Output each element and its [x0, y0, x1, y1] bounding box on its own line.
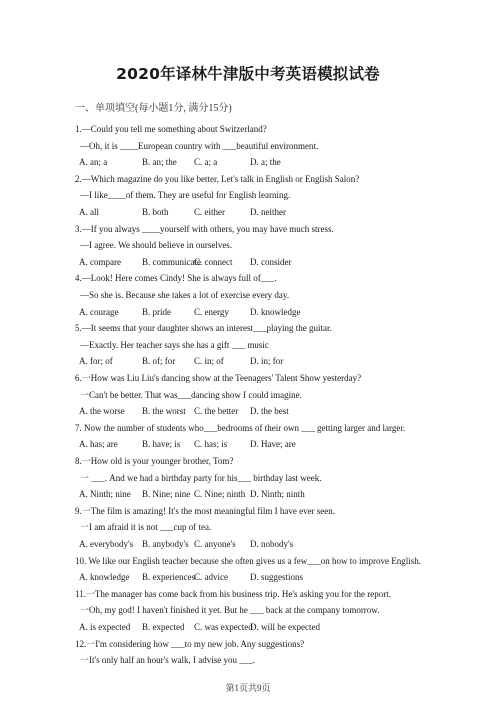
answer-option: A. all	[79, 207, 99, 217]
dialogue-line: —Exactly. Her teacher says she has a gift ___ music	[80, 339, 269, 350]
question-stem: 7. Now the number of students who___bedrooms of their own ___ getting larger and larger.	[75, 422, 406, 433]
answer-option: A. for; of	[79, 356, 113, 367]
question-stem: 2.—Which magazine do you like better, Let's talk in English or English Salon?	[75, 173, 360, 184]
answer-option: A. knowledge	[79, 572, 130, 583]
question-stem: 8.一How old is your younger brother, Tom?	[75, 456, 234, 466]
question-stem: 3.—If you always ____yourself with others, you may have much stress.	[75, 223, 334, 234]
answer-option: C. in; of	[194, 356, 224, 367]
dialogue-line: —I like____of them. They are useful for English learning.	[80, 190, 291, 201]
answer-option: D. consider	[250, 256, 292, 267]
question-stem: 1.—Could you tell me something about Switzerland?	[75, 124, 267, 134]
answer-option: C. the better	[194, 406, 239, 417]
question-stem: 11.一The manager has come back from his business trip. He's asking you for the report.	[75, 588, 391, 599]
answer-option: B. the worst	[142, 406, 186, 417]
dialogue-line: 一Can't be better. That was___dancing show I could imagine.	[80, 389, 302, 400]
answer-option: C. either	[194, 207, 225, 217]
question-stem: 9.一The film is amazing! It's the most meaningful film I have ever seen.	[75, 505, 336, 516]
answer-option: D. the best	[250, 406, 289, 417]
answer-option: B. Nine; nine	[142, 489, 191, 500]
answer-option: B. have; is	[142, 439, 181, 450]
document-title: 2020年译林牛津版中考英语模拟试卷	[116, 65, 380, 83]
answer-option: D. suggestions	[250, 572, 304, 583]
answer-option: D. Have; are	[250, 439, 296, 450]
question-stem: 6.一How was Liu Liu's dancing show at the Teenagers' Talent Show yesterday?	[75, 373, 362, 383]
answer-option: A. the worse	[79, 406, 125, 417]
question-stem: 12.一I'm considering how ___to my new job. Any suggestions?	[75, 638, 305, 649]
section-heading: 一、单项填空(每小题1分, 满分15分)	[75, 103, 232, 114]
question-stem: 5.—It seems that your daughter shows an interest___playing the guitar.	[75, 323, 332, 334]
answer-option: B. of; for	[142, 356, 176, 367]
dialogue-line: —I agree. We should believe in ourselves.	[80, 240, 233, 251]
answer-option: D. Ninth; ninth	[250, 489, 305, 500]
answer-option: D. neither	[250, 207, 286, 217]
answer-option: D. a; the	[250, 157, 281, 168]
answer-option: A. Ninth; nine	[79, 489, 131, 500]
answer-option: B. experiences	[142, 572, 195, 583]
answer-option: B. an; the	[142, 157, 177, 168]
answer-option: D. will be expected	[250, 622, 320, 632]
dialogue-line: —Oh, it is ____European country with ___beautiful environment.	[80, 140, 319, 151]
answer-option: B. both	[142, 207, 169, 217]
answer-option: C. has; is	[194, 439, 228, 450]
answer-option: B. expected	[142, 622, 185, 632]
answer-option: A. everybody's	[79, 539, 134, 549]
answer-option: A. courage	[79, 306, 119, 317]
answer-option: B. anybody's	[142, 539, 189, 549]
answer-option: A. compare	[79, 256, 121, 267]
dialogue-line: 一I am afraid it is not ___cup of tea.	[80, 522, 212, 533]
answer-option: B. communicate	[142, 256, 201, 267]
answer-option: A. is expected	[79, 622, 131, 632]
question-stem: 4.—Look! Here comes Cindy! She is always full of___.	[75, 273, 277, 284]
dialogue-line: 一Oh, my god! I haven't finished it yet. But he ___ back at the company tomorrow.	[80, 605, 380, 616]
answer-option: C. anyone's	[194, 539, 236, 549]
answer-option: C. energy	[194, 306, 229, 317]
answer-option: C. advice	[194, 572, 228, 583]
question-stem: 10. We like our English teacher because she often gives us a few___on how to improve English.	[75, 555, 422, 566]
answer-option: D. knowledge	[250, 306, 301, 317]
dialogue-line: 一It's only half an hour's walk, I advise you ___.	[80, 655, 255, 666]
answer-option: D. nobody's	[250, 539, 294, 549]
answer-option: C. connect	[194, 256, 233, 267]
page-footer: 第1页共9页	[225, 683, 271, 693]
dialogue-line: —So she is. Because she takes a lot of exercise every day.	[80, 290, 290, 300]
answer-option: A. an; a	[79, 157, 108, 168]
answer-option: C. Nine; ninth	[194, 489, 246, 500]
answer-option: D. in; for	[250, 356, 284, 367]
answer-option: C. a; a	[194, 157, 218, 168]
dialogue-line: 一 ___. And we had a birthday party for his___ birthday last week.	[80, 472, 322, 483]
answer-option: A. has; are	[79, 439, 118, 450]
answer-option: C. was expected	[194, 622, 253, 632]
answer-option: B. pride	[142, 306, 171, 317]
